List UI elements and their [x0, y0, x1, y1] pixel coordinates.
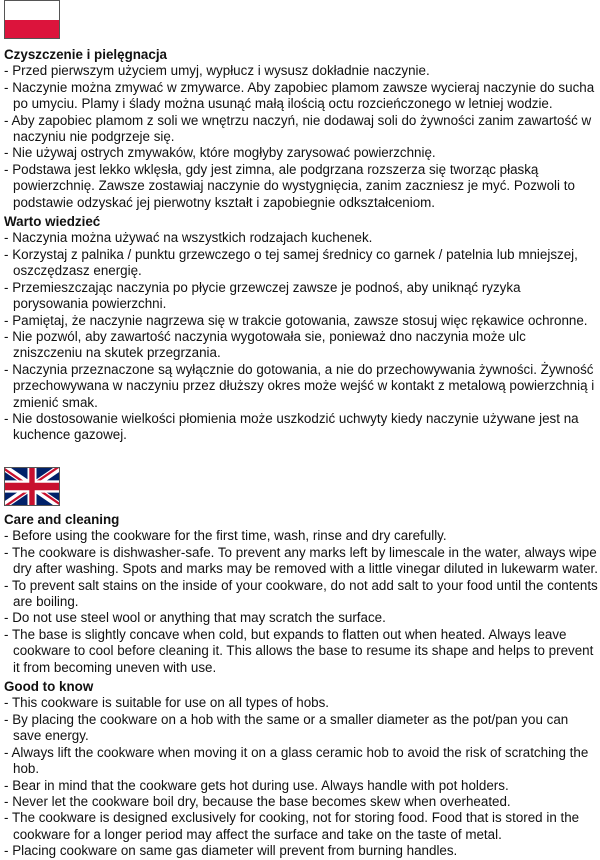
en-know-title: Good to know: [4, 679, 94, 695]
list-item: - To prevent salt stains on the inside of your cookware, do not add salt to your food until the contents are boiling.: [4, 578, 598, 611]
polish-section: [4, 47, 598, 444]
list-item: - The base is slightly concave when cold, but expands to flatten out when heated. Always leave cookware to cool before cleaning it. This allows the base to resume its shape and helps to prevent it from becoming uneven with use.: [4, 627, 598, 676]
list-item: - By placing the cookware on a hob with the same or a smaller diameter as the pot/pan you can save energy.: [4, 712, 598, 745]
en-care-list: [4, 528, 598, 676]
list-item: - Naczynia można używać na wszystkich rodzajach kuchenek.: [4, 230, 598, 246]
list-item: - Naczynia przeznaczone są wyłącznie do gotowania, a nie do przechowywania żywności. Żywność przechowywana w naczyniu przez dłuższy okres może wejść w kontakt z metalową powierzchnią i zmienić smak.: [4, 362, 598, 411]
list-item: - Przed pierwszym użyciem umyj, wypłucz i wysusz dokładnie naczynie.: [4, 63, 598, 79]
poland-flag-icon: [4, 0, 60, 39]
list-item: - Naczynie można zmywać w zmywarce. Aby zapobiec plamom zawsze wycieraj naczynie do sucha po umyciu. Plamy i ślady można usunąć małą ilością octu rozcieńczonego w letniej wodzie.: [4, 80, 598, 113]
list-item: - Korzystaj z palnika / punktu grzewczego o tej samej średnicy co garnek / patelnia lub mniejszej, oszczędzasz energię.: [4, 247, 598, 280]
list-item: - Do not use steel wool or anything that may scratch the surface.: [4, 610, 598, 626]
list-item: - The cookware is dishwasher-safe. To prevent any marks left by limescale in the water, always wipe dry after washing. Spots and marks may be removed with a little vinegar diluted in lukewarm water.: [4, 545, 598, 578]
list-item: - Bear in mind that the cookware gets hot during use. Always handle with pot holders.: [4, 778, 598, 794]
pl-know-title: Warto wiedzieć: [4, 214, 101, 230]
list-item: - Nie pozwól, aby zawartość naczynia wygotowała sie, ponieważ dno naczynia może ulc zniszczeniu na skutek przegrzania.: [4, 329, 598, 362]
list-item: - Aby zapobiec plamom z soli we wnętrzu naczyń, nie dodawaj soli do żywności zanim zawartość w naczyniu nie podgrzeje się.: [4, 113, 598, 146]
list-item: - Pamiętaj, że naczynie nagrzewa się w trakcie gotowania, zawsze stosuj więc rękawice ochronne.: [4, 313, 598, 329]
en-care-title: Care and cleaning: [4, 512, 120, 527]
en-know-list: [4, 695, 598, 859]
list-item: - Placing cookware on same gas diameter will prevent from burning handles.: [4, 843, 598, 859]
list-item: - Nie dostosowanie wielkości płomienia może uszkodzić uchwyty kiedy naczynie używane jest na kuchence gazowej.: [4, 411, 598, 444]
pl-care-list: [4, 63, 598, 211]
list-item: - The cookware is designed exclusively for cooking, not for storing food. Food that is stored in the cookware for a longer period may affect the surface and take on the taste of metal.: [4, 810, 598, 843]
pl-know-list: [4, 230, 598, 443]
pl-care-title: Czyszczenie i pielęgnacja: [4, 47, 167, 62]
english-section: [4, 512, 598, 860]
list-item: - Never let the cookware boil dry, because the base becomes skew when overheated.: [4, 794, 598, 810]
list-item: - Podstawa jest lekko wklęsła, gdy jest zimna, ale podgrzana rozszerza się tworząc płaską powierzchnię. Zawsze zostawiaj naczynie do wystygnięcia, zanim zaczniesz je myć. Pozwoli to podstawie odzyskać jej pierwotny kształt i zapobiegnie odkształceniom.: [4, 162, 598, 211]
united-kingdom-flag-icon: [4, 467, 60, 506]
list-item: - Before using the cookware for the first time, wash, rinse and dry carefully.: [4, 528, 598, 544]
list-item: - This cookware is suitable for use on all types of hobs.: [4, 695, 598, 711]
list-item: - Przemieszczając naczynia po płycie grzewczej zawsze je podnoś, aby uniknąć ryzyka porysowania powierzchni.: [4, 280, 598, 313]
list-item: - Nie używaj ostrych zmywaków, które mogłyby zarysować powierzchnię.: [4, 145, 598, 161]
list-item: - Always lift the cookware when moving it on a glass ceramic hob to avoid the risk of scratching the hob.: [4, 745, 598, 778]
